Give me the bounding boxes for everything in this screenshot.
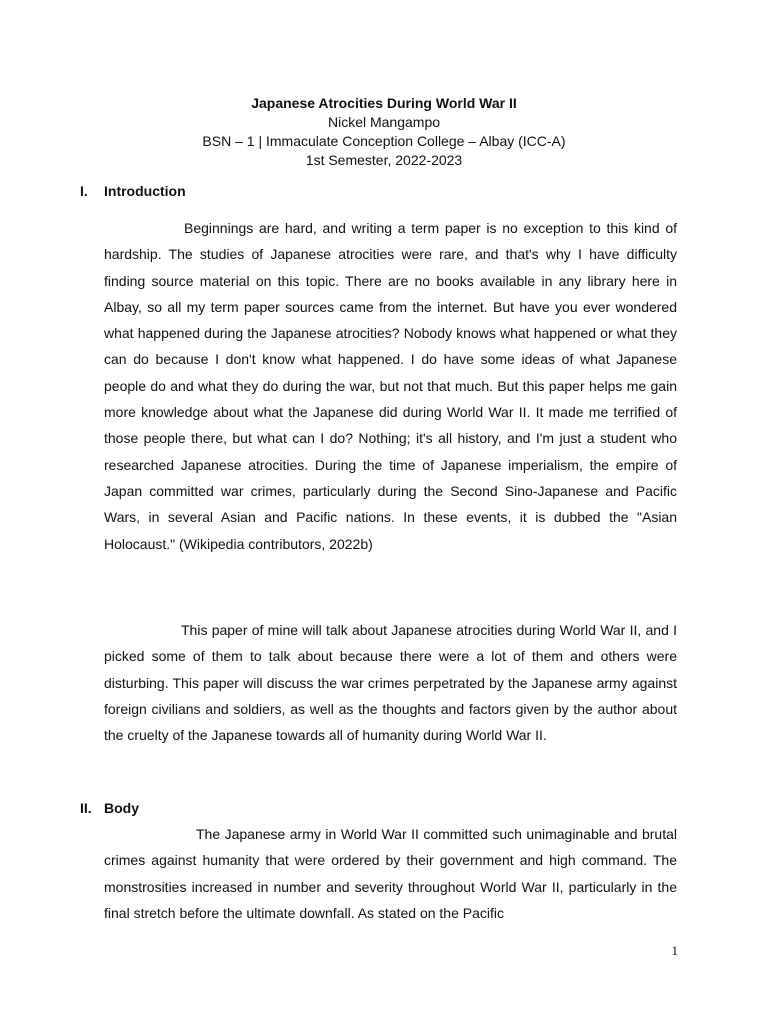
affiliation: BSN – 1 | Immaculate Conception College – Albay (ICC-A) — [202, 133, 566, 149]
page-number: 1 — [671, 943, 678, 958]
section-heading-body — [80, 799, 139, 818]
section-title: Body — [104, 800, 139, 816]
document-title: Japanese Atrocities During World War II — [251, 95, 517, 111]
author-name: Nickel Mangampo — [327, 114, 441, 130]
section-title: Introduction — [104, 183, 186, 199]
document-header — [0, 94, 768, 170]
section-number: II. — [80, 800, 92, 816]
section-number: I. — [80, 183, 88, 199]
introduction-paragraph-2: This paper of mine will talk about Japanese atrocities during World War II, and I picked some of them to talk about because there were a lot of them and others were disturbing. This paper will discuss the war crimes perpetrated by the Japanese army against foreign civilians and soldiers, as well as the thoughts and factors given by the author about the cruelty of the Japanese towards all of humanity during World War II. — [104, 622, 677, 744]
introduction-paragraph-1: Beginnings are hard, and writing a term paper is no exception to this kind of hardship. The studies of Japanese atrocities were rare, and that's why I have difficulty finding source material on this topic. There are no books available in any library here in Albay, so all my term paper sources came from the internet. But have you ever wondered what happened during the Japanese atrocities? Nobody knows what happened or what they can do because I don't know what happened. I do have some ideas of what Japanese people do and what they do during the war, but not that much. But this paper helps me gain more knowledge about what the Japanese did during World War II. It made me terrified of those people there, but what can I do? Nothing; it's all history, and I'm just a student who researched Japanese atrocities. During the time of Japanese imperialism, the empire of Japan committed war crimes, particularly during the Second Sino-Japanese and Pacific Wars, in several Asian and Pacific nations. In these events, it is dubbed the "Asian Holocaust." (Wikipedia contributors, 2022b) — [104, 220, 677, 552]
body-paragraph-1: The Japanese army in World War II committed such unimaginable and brutal crimes against humanity that were ordered by their government and high command. The monstrosities increased in number and severity throughout World War II, particularly in the final stretch before the ultimate downfall. As stated on the Pacific — [104, 826, 677, 921]
section-heading-introduction — [80, 182, 186, 201]
semester: 1st Semester, 2022-2023 — [305, 152, 463, 168]
